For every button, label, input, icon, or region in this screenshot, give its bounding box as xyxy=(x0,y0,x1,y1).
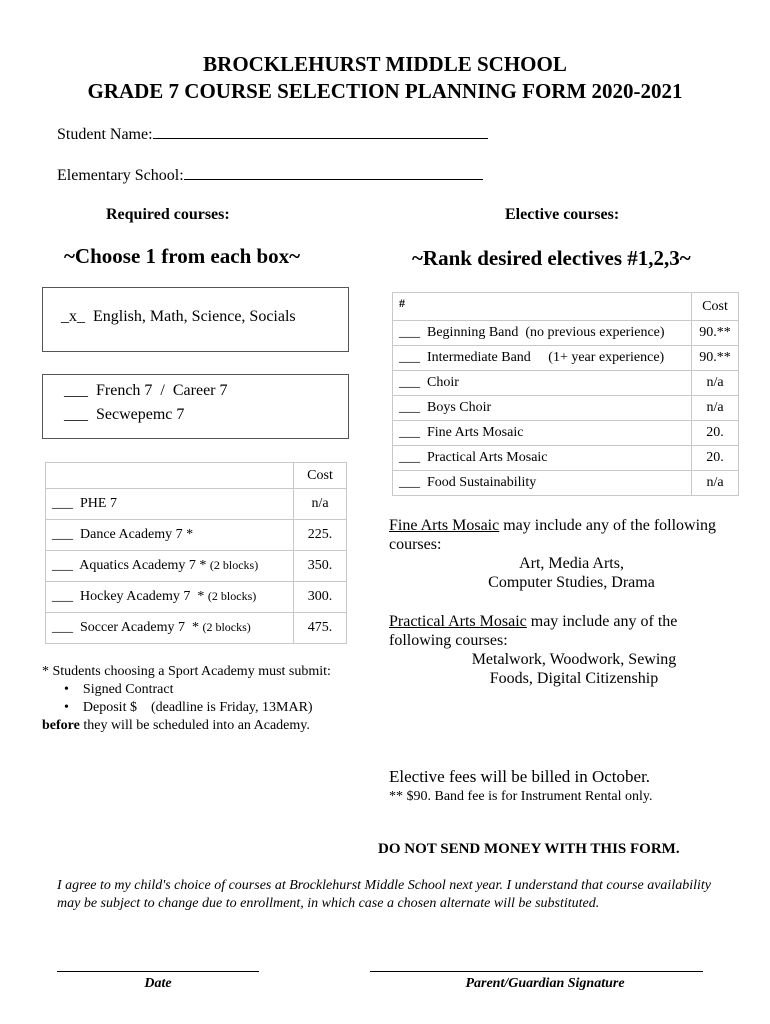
blocks-note: (2 blocks) xyxy=(209,558,259,572)
table-row xyxy=(46,613,347,644)
elective-cell xyxy=(393,321,692,346)
rank-blank[interactable]: ___ xyxy=(399,350,420,365)
elective-name: Fine Arts Mosaic xyxy=(427,425,524,440)
secwepemc-blank[interactable]: ___ xyxy=(64,406,88,423)
student-name-field xyxy=(57,122,488,144)
cost-cell: 350. xyxy=(294,551,347,582)
course-cell xyxy=(46,489,294,520)
course-name: PHE 7 xyxy=(80,496,117,511)
academy-note-item: • Signed Contract xyxy=(64,682,174,697)
elective-name: Food Sustainability xyxy=(427,475,537,490)
parent-signature-label: Parent/Guardian Signature xyxy=(465,976,625,991)
elective-fees-note: Elective fees will be billed in October. xyxy=(389,767,651,786)
fine-arts-description xyxy=(389,516,734,592)
elective-instruction: ~Rank desired electives #1,2,3~ xyxy=(412,246,691,270)
course-blank[interactable]: ___ xyxy=(52,527,73,542)
fine-arts-title: Fine Arts Mosaic xyxy=(389,517,500,534)
secwepemc-label: Secwepemc 7 xyxy=(96,406,185,423)
required-instruction: ~Choose 1 from each box~ xyxy=(64,244,301,268)
table-row xyxy=(393,471,739,496)
before-bold: before xyxy=(42,718,80,733)
form-title: GRADE 7 COURSE SELECTION PLANNING FORM 2020-2021 xyxy=(87,79,683,103)
rank-blank[interactable]: ___ xyxy=(399,475,420,490)
table-header-row xyxy=(393,293,739,321)
elective-name: Beginning Band (no previous experience) xyxy=(427,325,665,340)
practical-arts-text: may include any of the following courses: xyxy=(389,613,678,649)
elective-cell xyxy=(393,421,692,446)
academy-note-before xyxy=(42,717,372,735)
fine-arts-line2: Computer Studies, Drama xyxy=(488,574,655,591)
rank-blank[interactable]: ___ xyxy=(399,375,420,390)
core-courses-mark[interactable]: _x_ xyxy=(61,308,85,325)
elective-name: Boys Choir xyxy=(427,400,492,415)
table-row xyxy=(46,582,347,613)
course-blank[interactable]: ___ xyxy=(52,589,73,604)
cost-cell: n/a xyxy=(294,489,347,520)
language-option-secwepemc xyxy=(64,406,184,424)
pe-academy-table xyxy=(45,462,347,644)
fine-arts-text: may include any of the following courses: xyxy=(389,517,717,553)
elective-cell xyxy=(393,471,692,496)
academy-note-item: • Deposit $ (deadline is Friday, 13MAR) xyxy=(64,700,313,715)
rank-blank[interactable]: ___ xyxy=(399,450,420,465)
course-blank[interactable]: ___ xyxy=(52,558,73,573)
cost-header: Cost xyxy=(692,293,739,321)
table-row xyxy=(46,551,347,582)
cost-cell: 20. xyxy=(692,421,739,446)
rank-blank[interactable]: ___ xyxy=(399,400,420,415)
table-row xyxy=(393,396,739,421)
course-cell xyxy=(46,582,294,613)
cost-cell: 90.** xyxy=(692,321,739,346)
table-row xyxy=(393,421,739,446)
cost-header: Cost xyxy=(294,463,347,489)
academy-note xyxy=(42,663,372,735)
academy-note-intro: * Students choosing a Sport Academy must submit: xyxy=(42,664,331,679)
course-name: Soccer Academy 7 * xyxy=(80,620,199,635)
course-name: Hockey Academy 7 * xyxy=(80,589,205,604)
cost-cell: 300. xyxy=(294,582,347,613)
rank-header: # xyxy=(393,293,692,321)
elementary-school-field xyxy=(57,163,483,185)
band-fee-note: ** $90. Band fee is for Instrument Rental only. xyxy=(389,789,653,804)
signed-contract-text: Signed Contract xyxy=(82,682,174,697)
course-blank[interactable]: ___ xyxy=(52,496,73,511)
required-heading: Required courses: xyxy=(106,206,230,223)
language-option-french xyxy=(64,382,228,400)
elective-name: Intermediate Band (1+ year experience) xyxy=(427,350,665,365)
parent-signature-line[interactable] xyxy=(370,971,703,972)
french-blank[interactable]: ___ xyxy=(64,382,88,399)
cost-cell: n/a xyxy=(692,471,739,496)
table-header-row xyxy=(46,463,347,489)
table-row xyxy=(393,346,739,371)
student-name-line[interactable] xyxy=(153,122,488,139)
course-cell xyxy=(46,551,294,582)
elective-cell xyxy=(393,396,692,421)
elective-table xyxy=(392,292,739,496)
rank-blank[interactable]: ___ xyxy=(399,425,420,440)
blocks-note: (2 blocks) xyxy=(202,620,251,634)
cost-cell: n/a xyxy=(692,371,739,396)
deposit-text: Deposit $ (deadline is Friday, 13MAR) xyxy=(82,700,313,715)
elective-cell xyxy=(393,371,692,396)
cost-cell: 20. xyxy=(692,446,739,471)
table-row xyxy=(46,489,347,520)
school-name: BROCKLEHURST MIDDLE SCHOOL xyxy=(203,52,567,76)
blank-header-cell xyxy=(46,463,294,489)
course-cell xyxy=(46,520,294,551)
practical-arts-line1: Metalwork, Woodwork, Sewing xyxy=(471,651,677,668)
elective-name: Practical Arts Mosaic xyxy=(427,450,548,465)
elective-name: Choir xyxy=(427,375,459,390)
no-money-notice: DO NOT SEND MONEY WITH THIS FORM. xyxy=(378,841,680,857)
core-courses-label: English, Math, Science, Socials xyxy=(93,308,296,325)
date-line[interactable] xyxy=(57,971,259,972)
course-cell xyxy=(46,613,294,644)
core-courses-row xyxy=(61,308,296,326)
table-row xyxy=(393,371,739,396)
blocks-note: (2 blocks) xyxy=(207,589,257,603)
rank-blank[interactable]: ___ xyxy=(399,325,420,340)
table-row xyxy=(393,321,739,346)
cost-cell: 225. xyxy=(294,520,347,551)
practical-arts-description xyxy=(389,612,704,688)
core-courses-box xyxy=(42,287,349,352)
practical-arts-title: Practical Arts Mosaic xyxy=(389,613,527,630)
elementary-school-line[interactable] xyxy=(184,163,483,180)
table-row xyxy=(393,446,739,471)
fine-arts-line1: Art, Media Arts, xyxy=(519,555,624,572)
course-name: Dance Academy 7 * xyxy=(80,527,194,542)
language-box xyxy=(42,374,349,439)
cost-cell: 90.** xyxy=(692,346,739,371)
before-rest: they will be scheduled into an Academy. xyxy=(79,718,310,733)
course-blank[interactable]: ___ xyxy=(52,620,73,635)
agreement-text: I agree to my child's choice of courses at Brocklehurst Middle School next year. I understand that course availability may be subject to change due to enrollment, in which case a chosen alternate will be substituted. xyxy=(57,878,711,911)
elective-cell xyxy=(393,346,692,371)
cost-cell: 475. xyxy=(294,613,347,644)
course-name: Aquatics Academy 7 * xyxy=(79,558,207,573)
elective-heading: Elective courses: xyxy=(505,206,620,223)
cost-cell: n/a xyxy=(692,396,739,421)
date-label: Date xyxy=(144,976,172,991)
elective-cell xyxy=(393,446,692,471)
practical-arts-line2: Foods, Digital Citizenship xyxy=(489,670,659,687)
student-name-label: Student Name: xyxy=(57,126,153,143)
table-row xyxy=(46,520,347,551)
elementary-school-label: Elementary School: xyxy=(57,167,184,184)
french-career-label: French 7 / Career 7 xyxy=(96,382,228,399)
